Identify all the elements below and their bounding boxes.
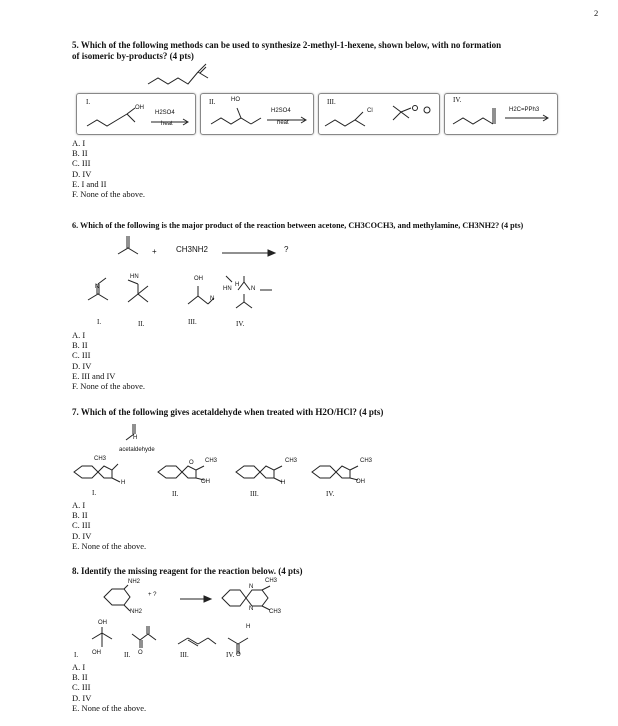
q7-choice-e[interactable]: E. None of the above. [72, 540, 147, 551]
q7-structure-4-ch3: CH3 [360, 458, 373, 464]
q7-acetaldehyde-h: H [133, 435, 138, 441]
q5-method-3-group: Cl [367, 108, 373, 114]
q8-numeral-3: III. [180, 651, 189, 659]
q5-method-numeral-3: III. [327, 98, 336, 106]
q6-structure-2 [122, 280, 158, 308]
q8-product-n-bottom: N [249, 606, 254, 612]
q6-structure-4-h: H [235, 282, 240, 288]
q8-reactant-nh2-top: NH2 [128, 579, 141, 585]
q8-choice-b[interactable]: B. II [72, 672, 88, 683]
q6-numeral-4: IV. [236, 320, 245, 328]
q5-choice-d[interactable]: D. IV [72, 168, 92, 179]
q6-choice-f[interactable]: F. None of the above. [72, 381, 145, 392]
q6-acetone-structure [116, 232, 150, 258]
q8-product-ch3-top: CH3 [265, 578, 278, 584]
q6-numeral-3: III. [188, 318, 197, 326]
q5-method-box-2 [200, 93, 314, 135]
q7-structure-4-oh: OH [356, 479, 365, 485]
q5-method-4-reagent: H2C=PPh3 [509, 107, 540, 113]
q5-method-1-reagent: H2SO4 [155, 110, 175, 116]
q7-structure-2-oh: OH [201, 479, 210, 485]
q5-method-4-structure [453, 104, 507, 128]
q6-numeral-1: I. [97, 318, 102, 326]
q6-structure-4-hn: HN [223, 286, 232, 292]
question-6-prompt: 6. Which of the following is the major product of the reaction between acetone, CH3COCH3, and methylamine, CH3NH2? (4 pts) [72, 221, 524, 230]
q8-reagent-1-oh-bottom: OH [92, 650, 101, 656]
q8-plus-missing: + ? [148, 592, 157, 598]
q7-structure-2-ch3: CH3 [205, 458, 218, 464]
q7-structure-3-ch3: CH3 [285, 458, 298, 464]
q5-choice-b[interactable]: B. II [72, 148, 88, 159]
q7-acetaldehyde-structure [118, 420, 148, 446]
q5-prompt-line2: of isomeric by-products? (4 pts) [72, 51, 194, 61]
q8-reagent-4-h: H [246, 624, 251, 630]
q5-method-numeral-1: I. [86, 98, 91, 106]
q8-choice-e[interactable]: E. None of the above. [72, 702, 147, 713]
q7-structure-2-o: O [189, 460, 194, 466]
q6-choice-d[interactable]: D. IV [72, 360, 92, 371]
q5-method-numeral-2: II. [209, 98, 216, 106]
q5-choice-f[interactable]: F. None of the above. [72, 189, 145, 200]
q6-structure-4-n: N [251, 286, 256, 292]
q5-choice-a[interactable]: A. I [72, 138, 86, 148]
q7-structure-3-h: H [281, 480, 286, 486]
q7-choice-d[interactable]: D. IV [72, 530, 92, 541]
q7-choice-b[interactable]: B. II [72, 510, 88, 521]
page-number: 2 [594, 8, 599, 18]
q5-method-box-4 [444, 93, 558, 135]
q7-choice-a[interactable]: A. I [72, 500, 86, 510]
q6-choices [72, 330, 145, 391]
q6-structure-1-n: N [95, 284, 100, 290]
q6-structure-3-n: N [210, 296, 215, 302]
q8-reagent-2-o: O [138, 650, 143, 656]
q6-structure-2-hn: HN [130, 274, 139, 280]
q5-method-box-3 [318, 93, 440, 135]
q8-choice-a[interactable]: A. I [72, 662, 86, 672]
q8-product-ch3-bottom: CH3 [269, 609, 282, 615]
q5-target-structure [148, 62, 208, 90]
q5-choice-c[interactable]: C. III [72, 158, 91, 169]
question-5-prompt [72, 40, 562, 62]
q6-choice-a[interactable]: A. I [72, 330, 86, 340]
q8-choice-d[interactable]: D. IV [72, 692, 92, 703]
q7-structure-1-h: H [121, 480, 126, 486]
q8-choice-c[interactable]: C. III [72, 682, 91, 693]
q8-numeral-1: I. [74, 651, 79, 659]
q8-reactant-nh2-bottom: NH2 [130, 609, 143, 615]
q5-method-2-structure [211, 104, 267, 128]
q7-numeral-3: III. [250, 490, 259, 498]
q6-numeral-2: II. [138, 320, 145, 328]
q5-choice-e[interactable]: E. I and II [72, 178, 107, 189]
question-8-prompt: 8. Identify the missing reagent for the reaction below. (4 pts) [72, 566, 303, 576]
q8-reagent-4-o: O [236, 652, 241, 658]
q8-numeral-2: II. [124, 651, 131, 659]
q5-prompt-line1: 5. Which of the following methods can be used to synthesize 2-methyl-1-hexene, shown below, with no formation [72, 40, 502, 50]
q6-structure-3-oh: OH [194, 276, 203, 282]
q7-acetaldehyde-label: acetaldehyde [119, 447, 155, 453]
q6-structure-4 [220, 276, 280, 310]
q5-method-2-reagent: H2SO4 [271, 108, 291, 114]
q6-methylamine: CH3NH2 [176, 245, 209, 254]
q8-product-n-top: N [249, 584, 254, 590]
q5-method-2-group: HO [231, 97, 240, 103]
q8-reagent-2 [128, 626, 168, 656]
q7-numeral-4: IV. [326, 490, 335, 498]
q5-method-box-1 [76, 93, 196, 135]
q7-structure-1-ch3: CH3 [94, 456, 107, 462]
q6-choice-b[interactable]: B. II [72, 340, 88, 351]
q5-method-2-condition: heat [277, 120, 289, 126]
q5-choices [72, 138, 145, 199]
q5-method-1-condition: heat [161, 121, 173, 127]
q8-reagent-1-oh-top: OH [98, 620, 107, 626]
q7-numeral-1: I. [92, 489, 97, 497]
q6-choice-e[interactable]: E. III and IV [72, 370, 116, 381]
q5-method-4-arrow [505, 115, 549, 121]
q7-choices [72, 500, 146, 551]
q8-choices [72, 662, 146, 713]
q8-reaction-arrow [180, 595, 212, 603]
q8-reagent-3 [176, 630, 220, 650]
question-7-prompt: 7. Which of the following gives acetaldehyde when treated with H2O/HCl? (4 pts) [72, 407, 384, 417]
q6-structure-1 [86, 274, 116, 304]
q7-numeral-2: II. [172, 490, 179, 498]
q6-reaction-arrow [222, 249, 276, 257]
q5-method-1-structure [87, 108, 147, 130]
q5-method-1-group: OH [135, 105, 144, 111]
q6-plus: + [152, 247, 157, 256]
q5-method-3-base-structure [383, 104, 433, 128]
q5-method-numeral-4: IV. [453, 96, 462, 104]
q6-choice-c[interactable]: C. III [72, 350, 91, 361]
q7-choice-c[interactable]: C. III [72, 520, 91, 531]
q8-numeral-4: IV. [226, 651, 235, 659]
q6-product-unknown: ? [284, 245, 289, 254]
